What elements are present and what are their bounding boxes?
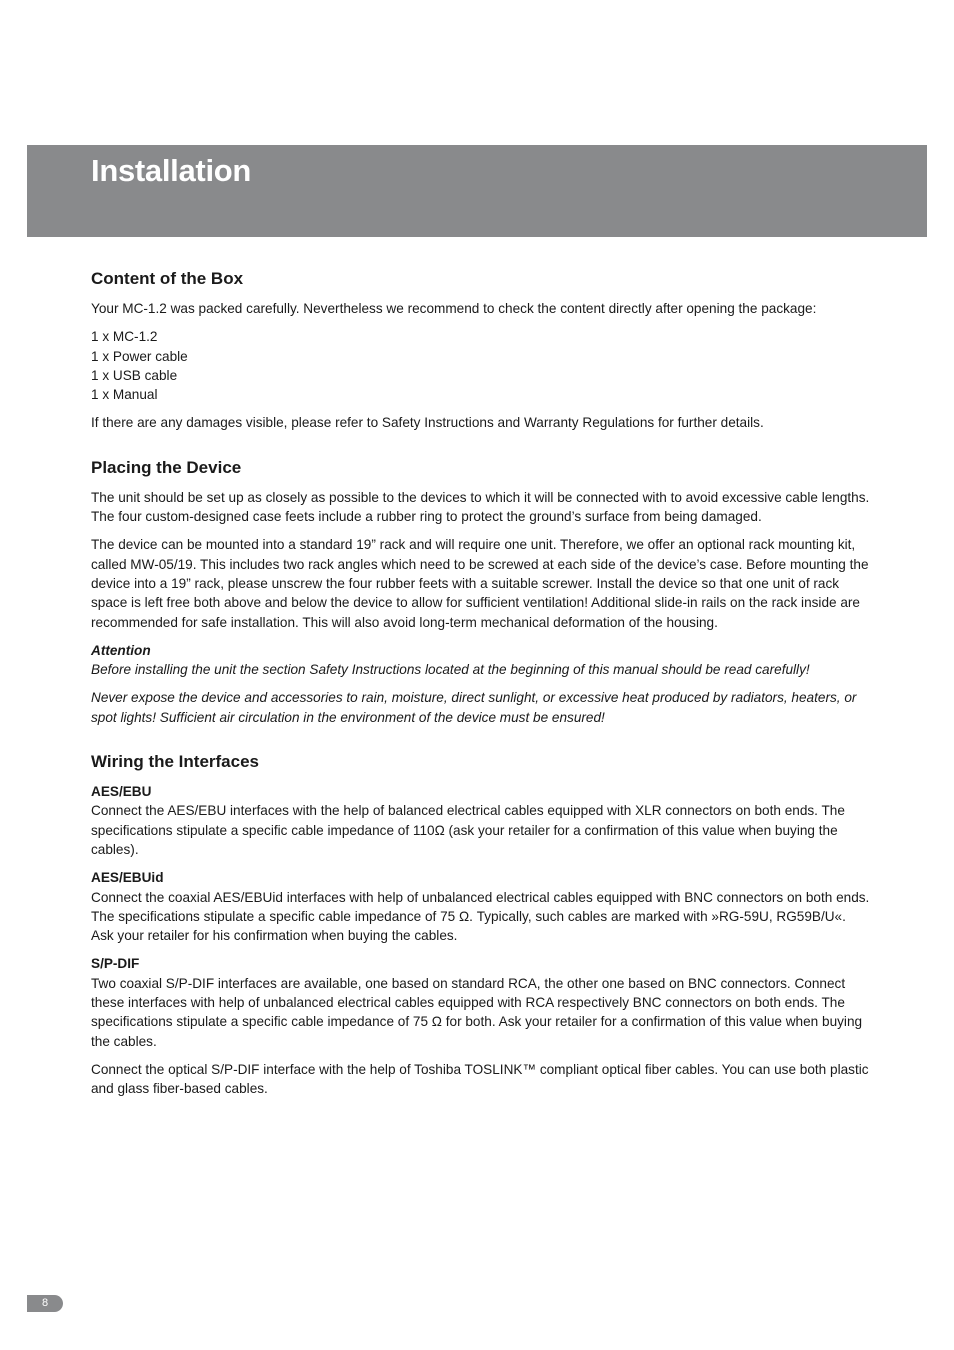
attention-title: Attention — [91, 642, 151, 658]
aes-ebuid-text: Connect the coaxial AES/EBUid interfaces with help of unbalanced electrical cables equipped with BNC connectors on both ends. The specifications stipulate a specific cable impedance of 75 Ω. Typically, such cables are marked with »RG-59U, RG59B/U«. Ask your retailer for his confirmation when buying the cables. — [91, 889, 870, 944]
section-placing-device — [91, 457, 871, 727]
spdif-block — [91, 954, 871, 1050]
list-item: 1 x Power cable — [91, 348, 188, 364]
content-of-box-intro: Your MC-1.2 was packed carefully. Nevertheless we recommend to check the content directly after opening the package: — [91, 301, 817, 316]
spdif-text: Two coaxial S/P-DIF interfaces are available, one based on standard RCA, the other one based on BNC connectors. Connect these interfaces with help of unbalanced electrical cables equipped with RCA respectively BNC connectors on both ends. The specifications stipulate a specific cable impedance of 75 Ω for both. Ask your retailer for a confirmation of this value when buying the cables. — [91, 975, 863, 1049]
spdif-title: S/P-DIF — [91, 956, 140, 972]
damage-note: If there are any damages visible, please refer to Safety Instructions and Warranty Regulations for further details. — [91, 415, 764, 431]
box-contents-list — [91, 327, 871, 404]
aes-ebuid-title: AES/EBUid — [91, 870, 164, 886]
attention-block — [91, 641, 871, 680]
placing-paragraph-2: The device can be mounted into a standard 19” rack and will require one unit. Therefore, we offer an optional rack mounting kit, called MW-05/19. This includes two rack angles which need to be screwed at each side of the device’s case. Before mounting the device into a 19” rack, please unscrew the four rubber feets with a suitable screwer. Install the device so that one unit of rack space is left free both above and below the device to allow for sufficient ventilation! Additional slide-in rails on the rack inside are recommended for safe installation. This will also avoid long-term mechanical deformation of the housing. — [91, 537, 869, 630]
list-item: 1 x Manual — [91, 387, 158, 403]
main-content — [91, 268, 871, 1123]
aes-ebuid-block — [91, 868, 871, 945]
section-heading-content-of-box: Content of the Box — [91, 269, 244, 288]
list-item: 1 x USB cable — [91, 367, 178, 383]
section-content-of-box — [91, 268, 871, 433]
header-band — [27, 145, 927, 237]
warning-text: Never expose the device and accessories to rain, moisture, direct sunlight, or excessive heat produced by radiators, heaters, or spot lights! Sufficient air circulation in the environment of the device must be ensured! — [91, 690, 857, 725]
page-number-badge: 8 — [27, 1295, 63, 1312]
optical-text: Connect the optical S/P-DIF interface with the help of Toshiba TOSLINK™ compliant optical fiber cables. You can use both plastic and glass fiber-based cables. — [91, 1061, 869, 1097]
section-heading-wiring: Wiring the Interfaces — [91, 752, 259, 772]
placing-paragraph-1: The unit should be set up as closely as possible to the devices to which it will be connected with to avoid excessive cable lengths. The four custom-designed case feets include a rubber ring to protect the ground’s surface from being damaged. — [91, 489, 870, 525]
section-wiring — [91, 751, 871, 1098]
aes-ebu-block — [91, 782, 871, 859]
aes-ebu-title: AES/EBU — [91, 784, 152, 800]
list-item: 1 x MC-1.2 — [91, 329, 158, 345]
aes-ebu-text: Connect the AES/EBU interfaces with the help of balanced electrical cables equipped with XLR connectors on both ends. The specifications stipulate a specific cable impedance of 110Ω (ask your retailer for a confirmation of this value when buying the cables). — [91, 803, 845, 857]
attention-text: Before installing the unit the section Safety Instructions located at the beginning of this manual should be read carefully! — [91, 662, 810, 678]
page-title: Installation — [91, 153, 252, 188]
section-heading-placing-device: Placing the Device — [91, 457, 242, 477]
